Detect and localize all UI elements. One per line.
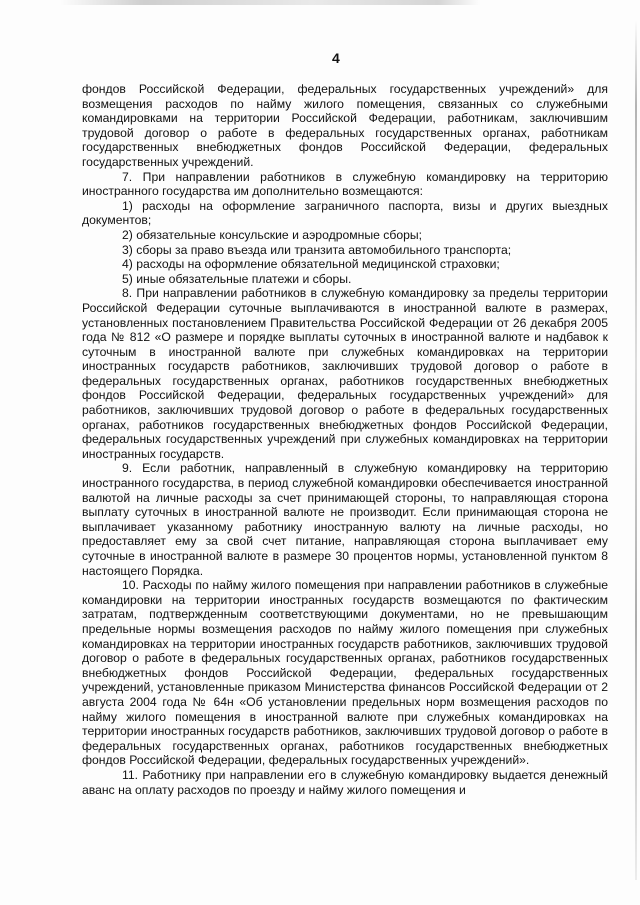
document-body: [82, 82, 608, 797]
paragraph-continuation: фондов Российской Федерации, федеральных государственных учреждений» для возмещения расходов по найму жилого помещения, связанных со служебными командировками на территории Российской Федерации, работникам, заключившим трудовой договор о работе в федеральных государственных органах, работникам государственных внебюджетных фондов Российской Федерации, федеральных государственных учреждений.: [82, 82, 608, 169]
paragraph-item-11: 11. Работнику при направлении его в служебную командировку выдается денежный аванс на оплату расходов по проезду и найму жилого помещения и: [82, 767, 608, 797]
list-item-4: 4) расходы на оформление обязательной медицинской страховки;: [122, 257, 500, 272]
list-item-3: 3) сборы за право въезда или транзита автомобильного транспорта;: [122, 242, 512, 257]
paragraph-item-10: 10. Расходы по найму жилого помещения при направлении работников в служебные командировки на территории иностранных государств возмещаются по фактическим затратам, подтвержденным соответствующими документами, но не превышающим предельные нормы возмещения расходов по найму жилого помещения при служебных командировках на территории иностранных государств работников, заключивших трудовой договор о работе в федеральных государственных органах, работников государственных внебюджетных фондов Российской Федерации, федеральных государственных учреждений, установленные приказом Министерства финансов Российской Федерации от 2 августа 2004 года № 64н «Об установлении предельных норм возмещения расходов по найму жилого помещения в иностранной валюте при служебных командировках на территории иностранных государств работников, заключивших трудовой договор о работе в федеральных государственных органах, работников государственных внебюджетных фондов Российской Федерации, федеральных государственных учреждений».: [82, 578, 608, 768]
page-number: 4: [332, 50, 340, 66]
paragraph-item-9: 9. Если работник, направленный в служебную командировку на территорию иностранного государства, в период служебной командировки обеспечивается иностранной валютой на личные расходы за счет принимающей стороны, то направляющая сторона выплату суточных в иностранной валюте не производит. Если принимающая сторона не выплачивает указанному работнику иностранную валюту на личные расходы, но предоставляет ему за свой счет питание, направляющая сторона выплачивает ему суточные в иностранной валюте в размере 30 процентов нормы, установленной пунктом 8 настоящего Порядка.: [82, 461, 608, 578]
scan-artifact-right: [635, 20, 637, 880]
scan-artifact-top: [60, 0, 480, 5]
list-item-5: 5) иные обязательные платежи и сборы.: [122, 271, 352, 286]
paragraph-item-8: 8. При направлении работников в служебную командировку за пределы территории Российской Федерации суточные выплачиваются в иностранной валюте в размерах, установленных постановлением Правительства Российской Федерации от 26 декабря 2005 года № 812 «О размере и порядке выплаты суточных в иностранной валюте и надбавок к суточным в иностранной валюте при служебных командировках на территории иностранных государств работников, заключивших трудовой договор о работе в федеральных государственных органах, работников государственных внебюджетных фондов Российской Федерации, федеральных государственных учреждений» для работников, заключивших трудовой договор о работе в федеральных государственных органах, работников государственных внебюджетных фондов Российской Федерации, федеральных государственных учреждений при служебных командировках на территории иностранных государств.: [82, 286, 608, 461]
list-item-1: 1) расходы на оформление заграничного паспорта, визы и других выездных документов;: [82, 198, 608, 228]
list-item-2: 2) обязательные консульские и аэродромные сборы;: [122, 227, 423, 242]
paragraph-item-7: 7. При направлении работников в служебную командировку на территорию иностранного государства им дополнительно возмещаются:: [82, 169, 608, 199]
